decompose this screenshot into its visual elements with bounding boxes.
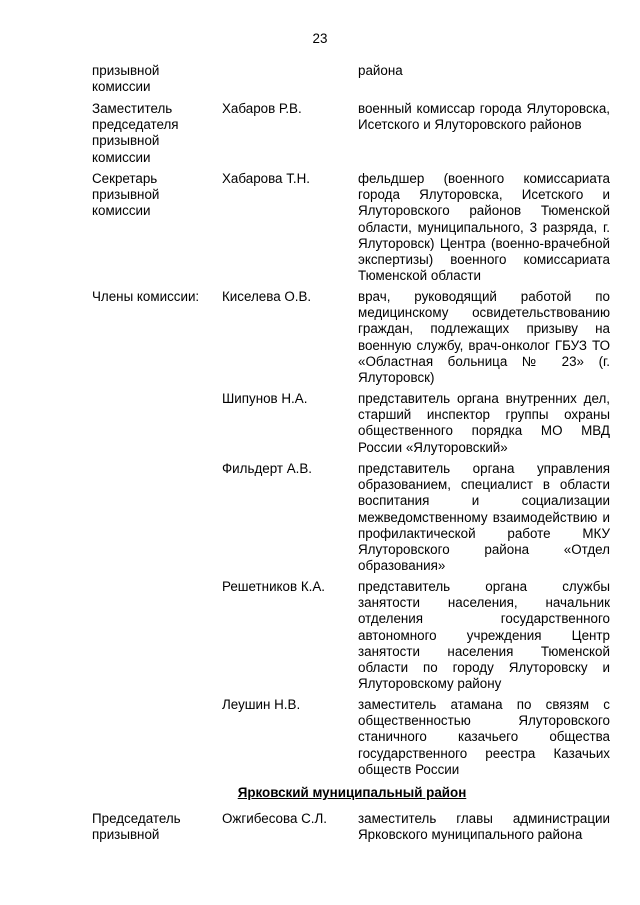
table-row: [92, 171, 612, 285]
table-row: [92, 461, 612, 575]
member-role: Заместитель председателя призывной комиссии: [92, 101, 179, 165]
table-row: [92, 579, 612, 693]
member-name: Хабаров Р.В.: [222, 101, 302, 116]
member-description: фельдшер (военного комиссариата города Ялуторовска, Исетского и Ялуторовского районов Тюменской области, муниципального, 3 разряда, г. Ялуторовск) Центра (военно-врачебной экспертизы) военного комиссариата Тюменской области: [358, 171, 610, 284]
member-description: врач, руководящий работой по медицинскому освидетельствованию граждан, подлежащих призыву на военную службу, врач-онколог ГБУЗ ТО «Областная больница № 23» (г. Ялуторовск): [358, 289, 610, 386]
page-number: 23: [312, 31, 328, 46]
member-role: призывной комиссии: [92, 63, 160, 95]
member-description: военный комиссар города Ялуторовска, Исетского и Ялуторовского районов: [358, 101, 610, 133]
commission-table: [92, 63, 612, 849]
member-description: района: [358, 63, 403, 78]
member-description: заместитель атамана по связям с общественностью Ялуторовского станичного казачьего общества государственного реестра Казачьих обществ России: [358, 697, 610, 777]
member-description: заместитель главы администрации Ярковского муниципального района: [358, 811, 610, 843]
table-row: [92, 63, 612, 97]
member-description: представитель органа службы занятости населения, начальник отделения государственного автономного учреждения Центр занятости населения Тюменской области по городу Ялуторовску и Ялуторовскому району: [358, 579, 610, 692]
member-role: Члены комиссии:: [92, 289, 200, 304]
table-row: [92, 697, 612, 779]
member-name: Шипунов Н.А.: [222, 391, 308, 406]
table-row: [92, 811, 612, 845]
member-description: представитель органа внутренних дел, старший инспектор группы охраны общественного порядка МО МВД России «Ялуторовский»: [358, 391, 610, 455]
member-role: Секретарь призывной комиссии: [92, 171, 160, 219]
member-name: Фильдерт А.В.: [222, 461, 313, 476]
member-description: представитель органа управления образованием, специалист в области воспитания и социализации межведомственному взаимодействию и профилактической работе МКУ Ялуторовского района «Отдел образования»: [358, 461, 610, 574]
table-row: [92, 289, 612, 387]
member-role: Председатель призывной: [92, 811, 181, 843]
section-heading: Ярковский муниципальный район: [237, 785, 467, 800]
member-name: Ожгибесова С.Л.: [222, 811, 328, 827]
member-name: Хабарова Т.Н.: [222, 171, 311, 186]
table-row: [92, 101, 612, 167]
member-name: Леушин Н.В.: [222, 697, 301, 712]
member-name: Киселева О.В.: [222, 289, 312, 304]
member-name: Решетников К.А.: [222, 579, 326, 594]
table-row: [92, 391, 612, 457]
